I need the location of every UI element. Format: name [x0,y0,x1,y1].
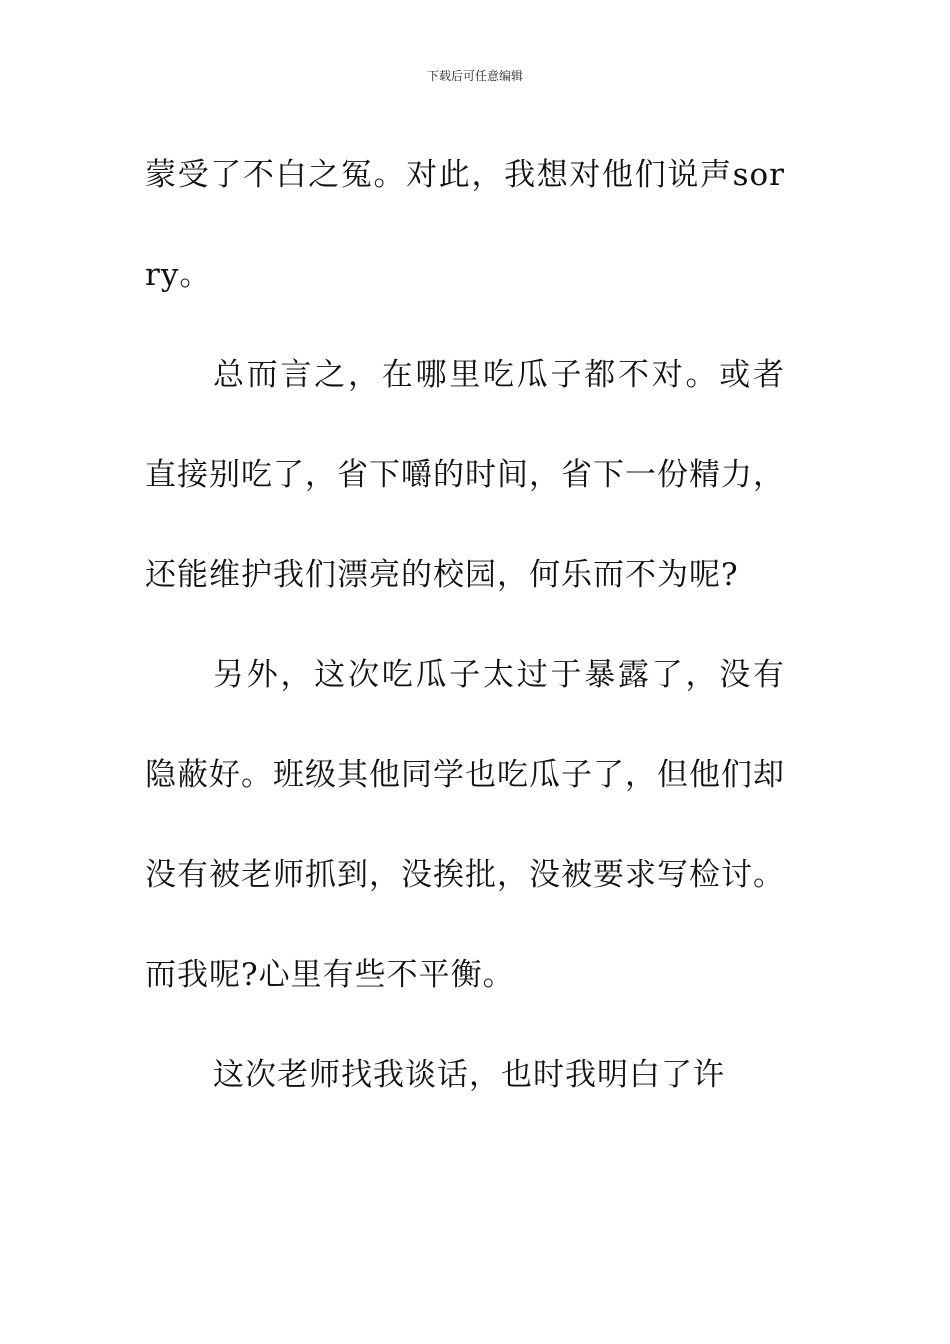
document-body [145,125,785,1125]
paragraph-3: 另外，这次吃瓜子太过于暴露了，没有隐蔽好。班级其他同学也吃瓜子了，但他们却没有被老师抓到，没挨批，没被要求写检讨。而我呢?心里有些不平衡。 [145,657,785,993]
page-header-note: 下载后可任意编辑 [426,69,523,83]
paragraph-1: 蒙受了不白之冤。对此，我想对他们说声sorry。 [145,157,785,293]
paragraph-4: 这次老师找我谈话，也时我明白了许 [213,1057,725,1093]
paragraph-2: 总而言之，在哪里吃瓜子都不对。或者直接别吃了，省下嚼的时间，省下一份精力，还能维护我们漂亮的校园，何乐而不为呢? [145,357,785,593]
